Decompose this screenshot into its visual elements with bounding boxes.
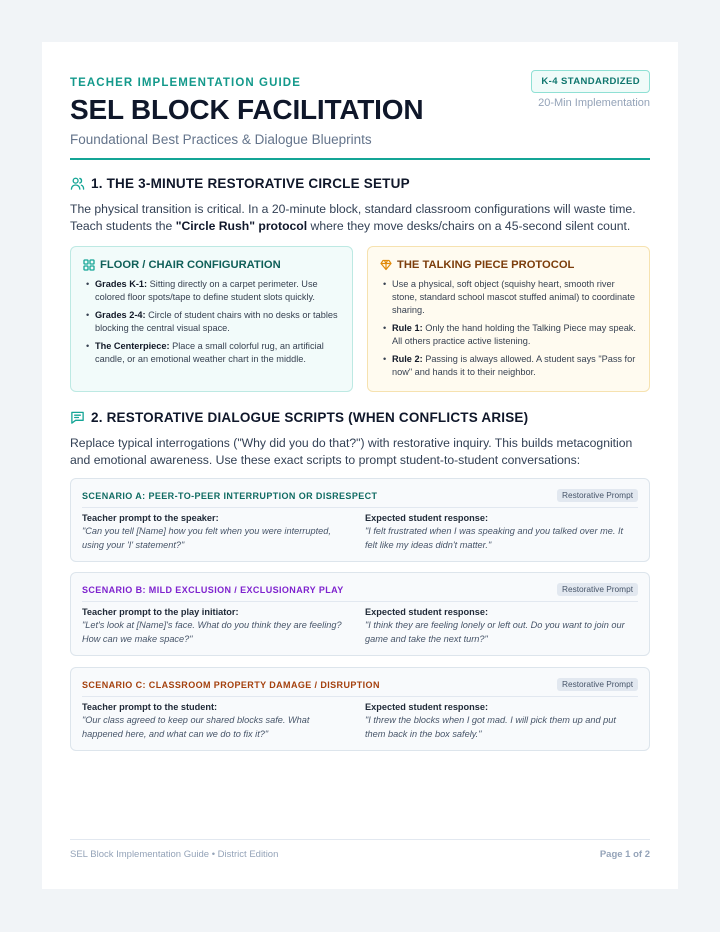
student-response xyxy=(365,512,627,552)
kicker: TEACHER IMPLEMENTATION GUIDE xyxy=(70,77,301,89)
item-text: Place a small colorful rug, an artificial candle, or an emotional weather chart in the middle. xyxy=(95,341,324,364)
page-number: Page 1 of 2 xyxy=(599,849,650,860)
page-title: SEL BLOCK FACILITATION xyxy=(70,94,424,125)
card-divider xyxy=(82,507,638,508)
item-text: Use a physical, soft object (squishy heart, smooth river stone, standard school mascot stuffed animal) to coordinate sharing. xyxy=(392,279,635,315)
student-response-label: Expected student response: xyxy=(365,513,489,523)
document-page xyxy=(42,42,678,889)
intro-text-end: where they move desks/chairs on a 45-second silent count. xyxy=(307,219,631,233)
footer-title: SEL Block Implementation Guide • District Edition xyxy=(70,849,279,860)
teacher-prompt xyxy=(82,512,344,552)
list-item xyxy=(83,309,340,335)
floor-config-label: FLOOR / CHAIR CONFIGURATION xyxy=(100,259,281,271)
student-response xyxy=(365,606,627,646)
users-icon xyxy=(70,176,85,191)
student-response-quote: "I think they are feeling lonely or left out. Do you want to join our game and take the next turn?" xyxy=(365,620,625,644)
list-item xyxy=(380,353,637,379)
student-response-quote: "I felt frustrated when I was speaking and you talked over me. It felt like my ideas didn't matter." xyxy=(365,526,624,550)
list-item xyxy=(83,340,340,366)
section-1-title: 1. THE 3-MINUTE RESTORATIVE CIRCLE SETUP xyxy=(91,176,410,191)
scenario-card-c xyxy=(70,667,650,751)
gem-icon xyxy=(380,259,392,271)
teacher-prompt-label: Teacher prompt to the speaker: xyxy=(82,513,219,523)
talking-piece-label: THE TALKING PIECE PROTOCOL xyxy=(397,259,575,271)
item-label: Grades K-1: xyxy=(95,279,148,289)
teacher-prompt xyxy=(82,701,344,741)
scenario-card-b xyxy=(70,572,650,656)
teacher-prompt xyxy=(82,606,344,646)
item-label: The Centerpiece: xyxy=(95,341,170,351)
floor-config-list xyxy=(83,278,340,366)
teacher-prompt-quote: "Can you tell [Name] how you felt when you were interrupted, using your 'I' statement?" xyxy=(82,526,331,550)
talking-piece-list xyxy=(380,278,637,379)
intro-text: The physical transition is critical. In a 20-minute block, standard classroom configurations will waste time. Teach students the xyxy=(70,202,636,233)
teacher-prompt-label: Teacher prompt to the play initiator: xyxy=(82,607,239,617)
item-text: Passing is always allowed. A student says "Pass for now" and hands it to their neighbor. xyxy=(392,354,636,377)
restorative-prompt-tag: Restorative Prompt xyxy=(557,583,638,596)
teacher-prompt-label: Teacher prompt to the student: xyxy=(82,702,218,712)
page-subtitle: Foundational Best Practices & Dialogue Blueprints xyxy=(70,132,372,147)
list-item xyxy=(83,278,340,304)
section-1-heading xyxy=(70,176,410,191)
student-response-label: Expected student response: xyxy=(365,702,489,712)
card-divider xyxy=(82,696,638,697)
talking-piece-box xyxy=(367,246,650,392)
section-1-intro xyxy=(70,201,650,235)
teacher-prompt-quote: "Our class agreed to keep our shared blocks safe. What happened here, and what can we do to fix it?" xyxy=(82,715,310,739)
footer-divider xyxy=(70,839,650,840)
section-2-intro: Replace typical interrogations ("Why did you do that?") with restorative inquiry. This builds metacognition and emotional awareness. Use these exact scripts to prompt student-to-student conversations: xyxy=(70,436,633,467)
grid-icon xyxy=(83,259,95,271)
floor-config-title xyxy=(83,259,340,271)
list-item xyxy=(380,322,637,348)
grade-badge: K-4 STANDARDIZED xyxy=(531,70,650,93)
student-response xyxy=(365,701,627,741)
chat-icon xyxy=(70,410,85,425)
duration-label: 20-Min Implementation xyxy=(538,97,650,109)
circle-rush-term: "Circle Rush" protocol xyxy=(175,219,308,233)
restorative-prompt-tag: Restorative Prompt xyxy=(557,678,638,691)
floor-config-box xyxy=(70,246,353,392)
item-label: Grades 2-4: xyxy=(95,310,146,320)
list-item xyxy=(380,278,637,317)
student-response-label: Expected student response: xyxy=(365,607,489,617)
scenario-card-a xyxy=(70,478,650,562)
talking-piece-title xyxy=(380,259,637,271)
item-label: Rule 1: xyxy=(392,323,423,333)
item-label: Rule 2: xyxy=(392,354,423,364)
section-2-heading xyxy=(70,410,528,425)
section-2-title: 2. RESTORATIVE DIALOGUE SCRIPTS (WHEN CONFLICTS ARISE) xyxy=(91,410,529,425)
item-text: Sitting directly on a carpet perimeter. Use colored floor spots/tape to define student slots quickly. xyxy=(95,279,318,302)
scenario-title: SCENARIO C: CLASSROOM PROPERTY DAMAGE / DISRUPTION xyxy=(82,680,380,690)
item-text: Circle of student chairs with no desks or tables blocking the central visual space. xyxy=(95,310,338,333)
header-divider xyxy=(70,158,650,160)
teacher-prompt-quote: "Let's look at [Name]'s face. What do you think they are feeling? How can we make space?" xyxy=(82,620,342,644)
page-content xyxy=(70,42,650,889)
scenario-title: SCENARIO B: MILD EXCLUSION / EXCLUSIONARY PLAY xyxy=(82,585,344,595)
student-response-quote: "I threw the blocks when I got mad. I will pick them up and put them back in the box safely." xyxy=(365,715,616,739)
scenario-title: SCENARIO A: PEER-TO-PEER INTERRUPTION OR DISRESPECT xyxy=(82,491,378,501)
card-divider xyxy=(82,601,638,602)
item-text: Only the hand holding the Talking Piece may speak. All others practice active listening. xyxy=(392,323,636,346)
restorative-prompt-tag: Restorative Prompt xyxy=(557,489,638,502)
